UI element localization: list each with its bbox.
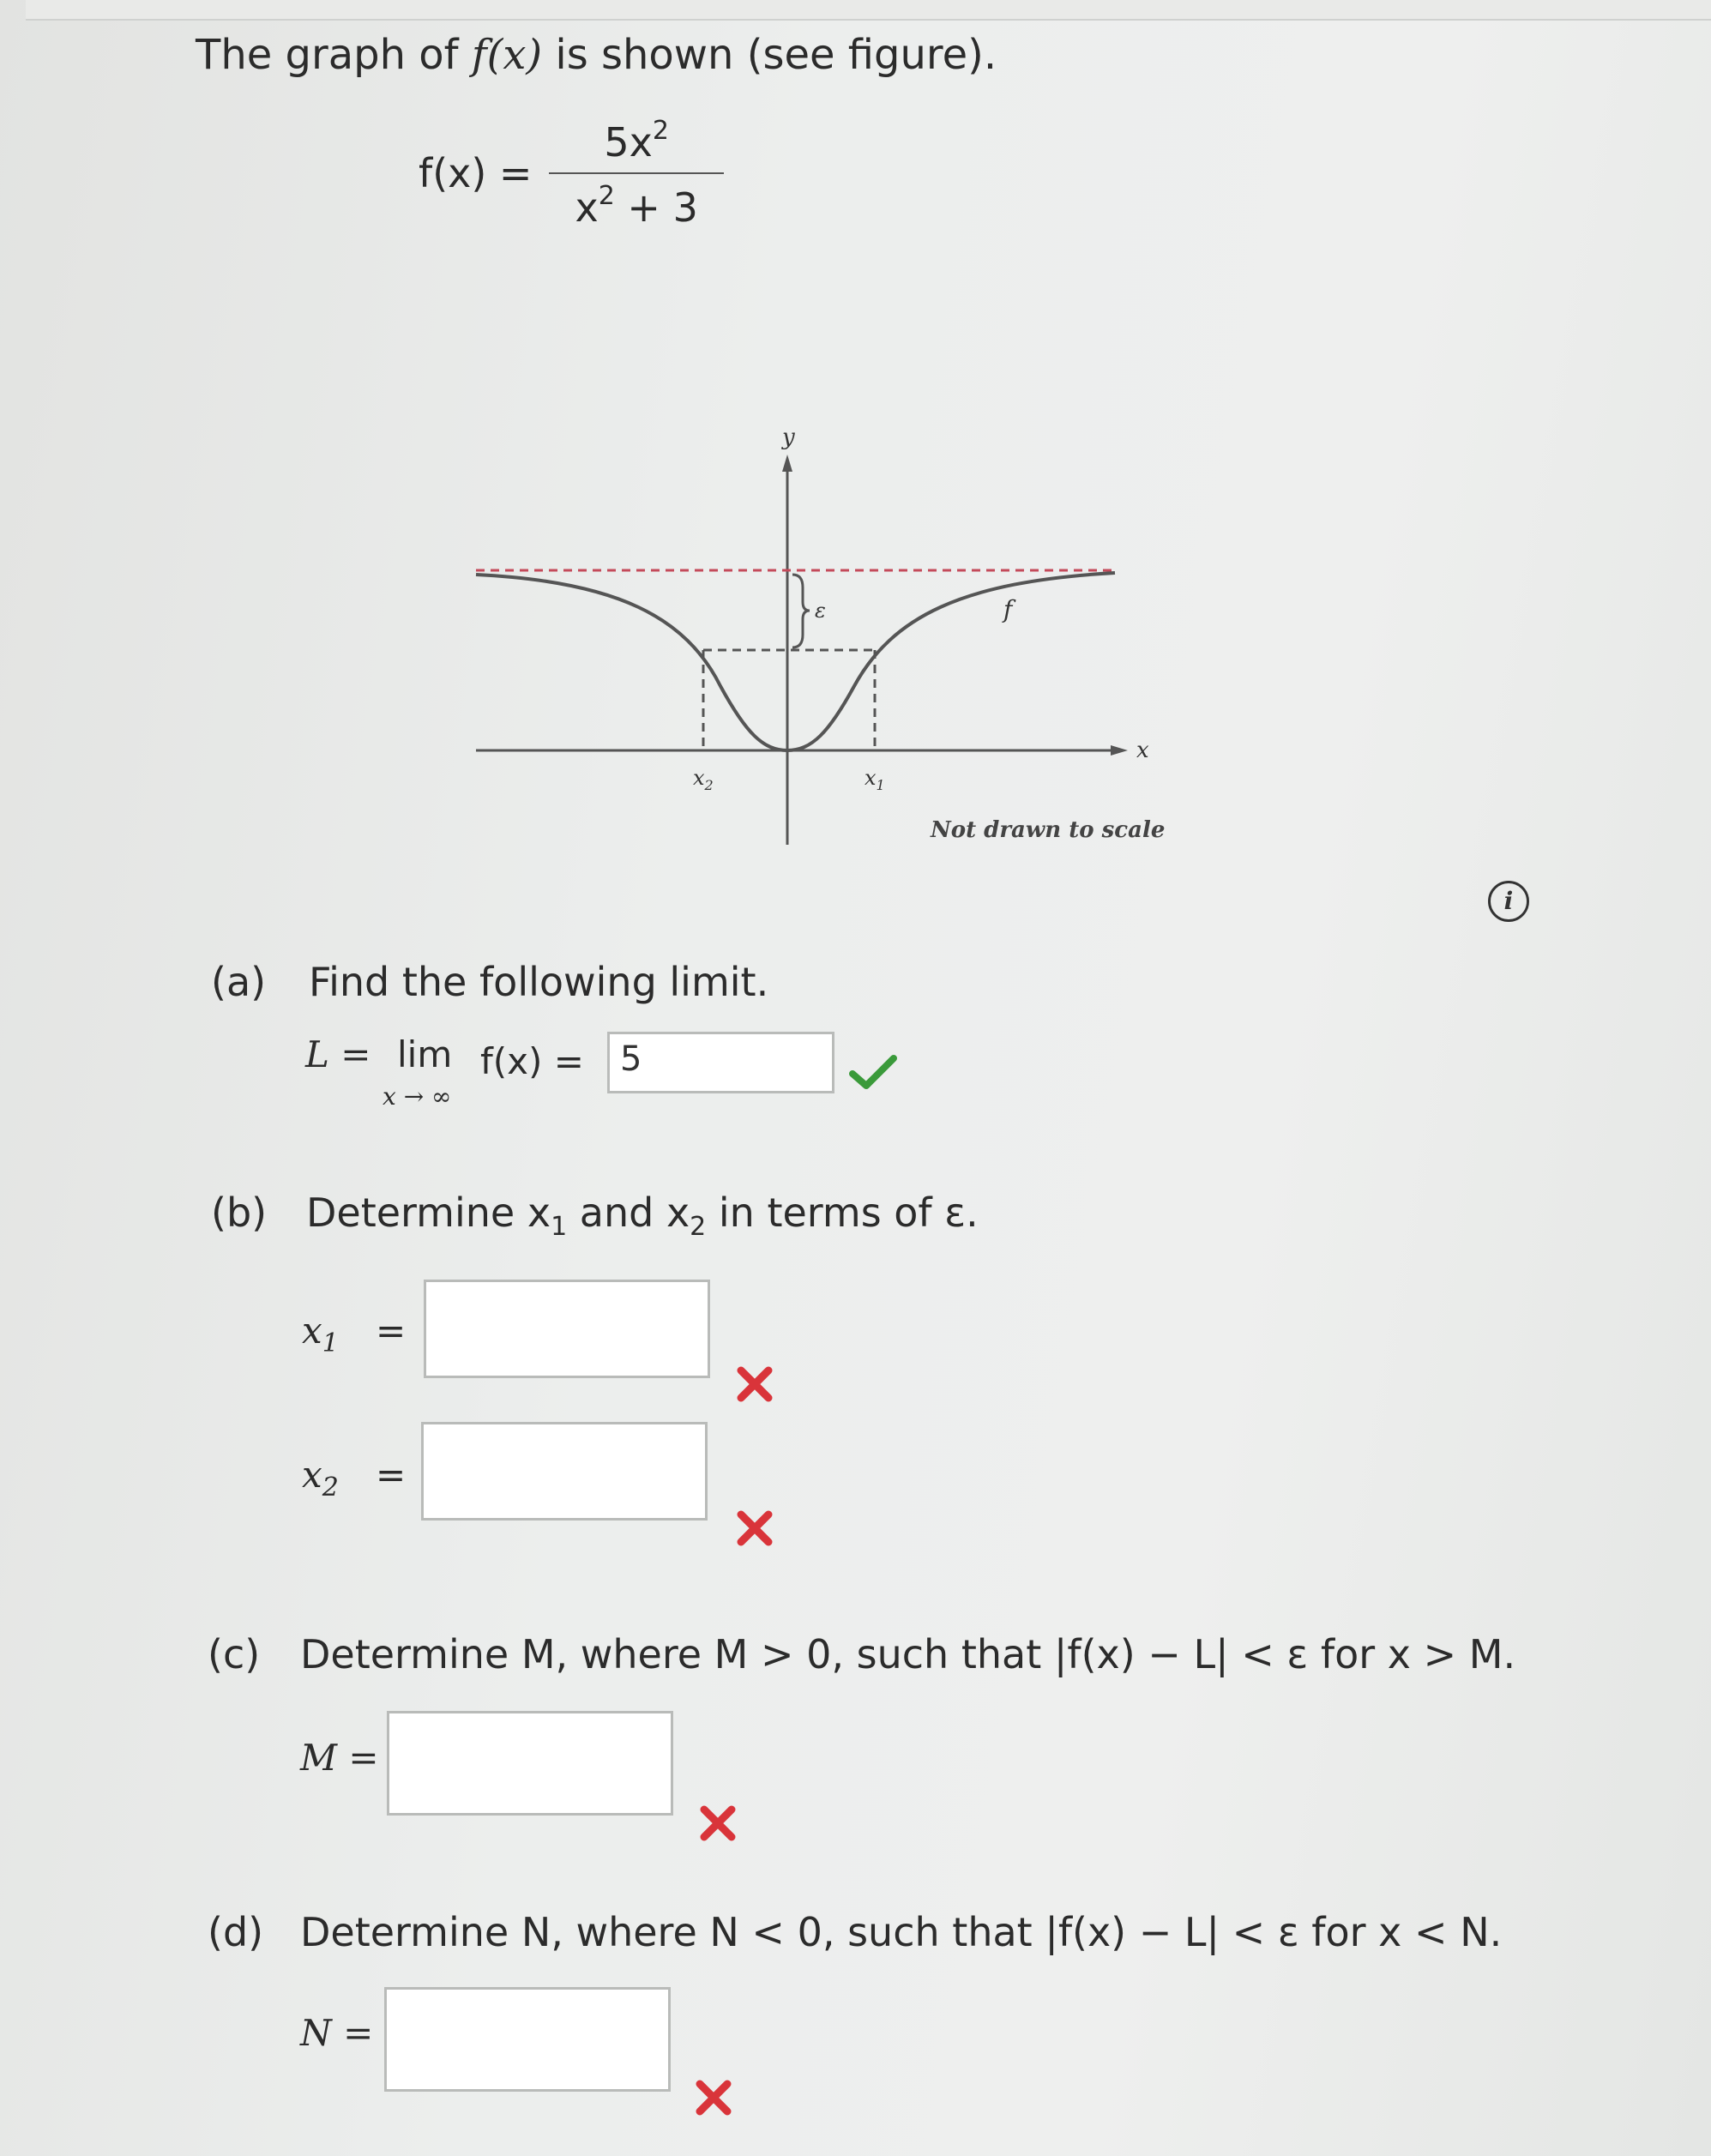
part-b-label: (b) <box>211 1189 268 1236</box>
x1-incorrect-icon <box>736 1365 774 1403</box>
epsilon-brace <box>792 575 810 647</box>
x1-equals: = <box>376 1310 407 1352</box>
fx-text: f(x) <box>471 31 543 79</box>
x2-incorrect-icon <box>736 1509 774 1547</box>
M-incorrect-icon <box>699 1804 737 1842</box>
lim-word: lim <box>397 1033 453 1075</box>
M-answer-input[interactable] <box>387 1711 673 1816</box>
function-graph <box>463 420 1166 866</box>
formula-fraction <box>549 116 723 231</box>
M-label: M = <box>300 1737 379 1779</box>
x-axis-label: x <box>1136 738 1149 763</box>
part-c-question: Determine M, where M > 0, such that |f(x) − L| < ε for x > M. <box>300 1631 1516 1677</box>
info-icon[interactable]: i <box>1488 881 1529 922</box>
problem-statement: The graph of f(x) is shown (see figure). <box>196 31 997 79</box>
epsilon-label: ε <box>815 599 826 623</box>
x2-label: $x_2$ <box>302 1454 339 1503</box>
part-d-question: Determine N, where N < 0, such that |f(x) − L| < ε for x < N. <box>300 1909 1503 1955</box>
part-c-label: (c) <box>208 1631 261 1677</box>
L-equals: L = <box>305 1033 371 1075</box>
N-answer-input[interactable] <box>384 1987 671 2092</box>
x-axis-arrow <box>1111 745 1128 756</box>
x2-label: $x_2$ <box>693 766 714 793</box>
N-incorrect-icon <box>695 2079 732 2117</box>
part-a-question: Find the following limit. <box>309 959 769 1005</box>
part-b-question: Determine $x_1$ and $x_2$ in terms of ε. <box>306 1189 979 1242</box>
y-axis-label: y <box>782 425 795 450</box>
lim-fx: f(x) = <box>480 1040 584 1082</box>
formula-lhs: f(x) = <box>419 150 533 196</box>
formula-denominator: $x^2 + 3$ <box>549 172 723 231</box>
y-axis-arrow <box>782 455 792 472</box>
part-d-label: (d) <box>208 1909 264 1955</box>
x1-label: $x_1$ <box>865 766 885 793</box>
x1-label: $x_1$ <box>302 1310 339 1358</box>
function-curve <box>476 573 1115 750</box>
function-formula <box>419 116 724 231</box>
x2-equals: = <box>376 1454 407 1496</box>
part-a-label: (a) <box>211 959 267 1005</box>
formula-numerator: $5x^2$ <box>604 116 669 166</box>
top-divider <box>26 0 1711 21</box>
correct-check-icon <box>849 1053 897 1091</box>
x2-answer-input[interactable] <box>421 1422 708 1521</box>
not-to-scale-note: Not drawn to scale <box>931 817 1166 843</box>
lim-subscript: x → ∞ <box>383 1082 452 1111</box>
N-label: N = <box>300 2012 374 2054</box>
x1-answer-input[interactable] <box>424 1280 710 1378</box>
limit-answer-input[interactable]: 5 <box>607 1032 834 1093</box>
f-curve-label: f <box>1003 595 1013 623</box>
